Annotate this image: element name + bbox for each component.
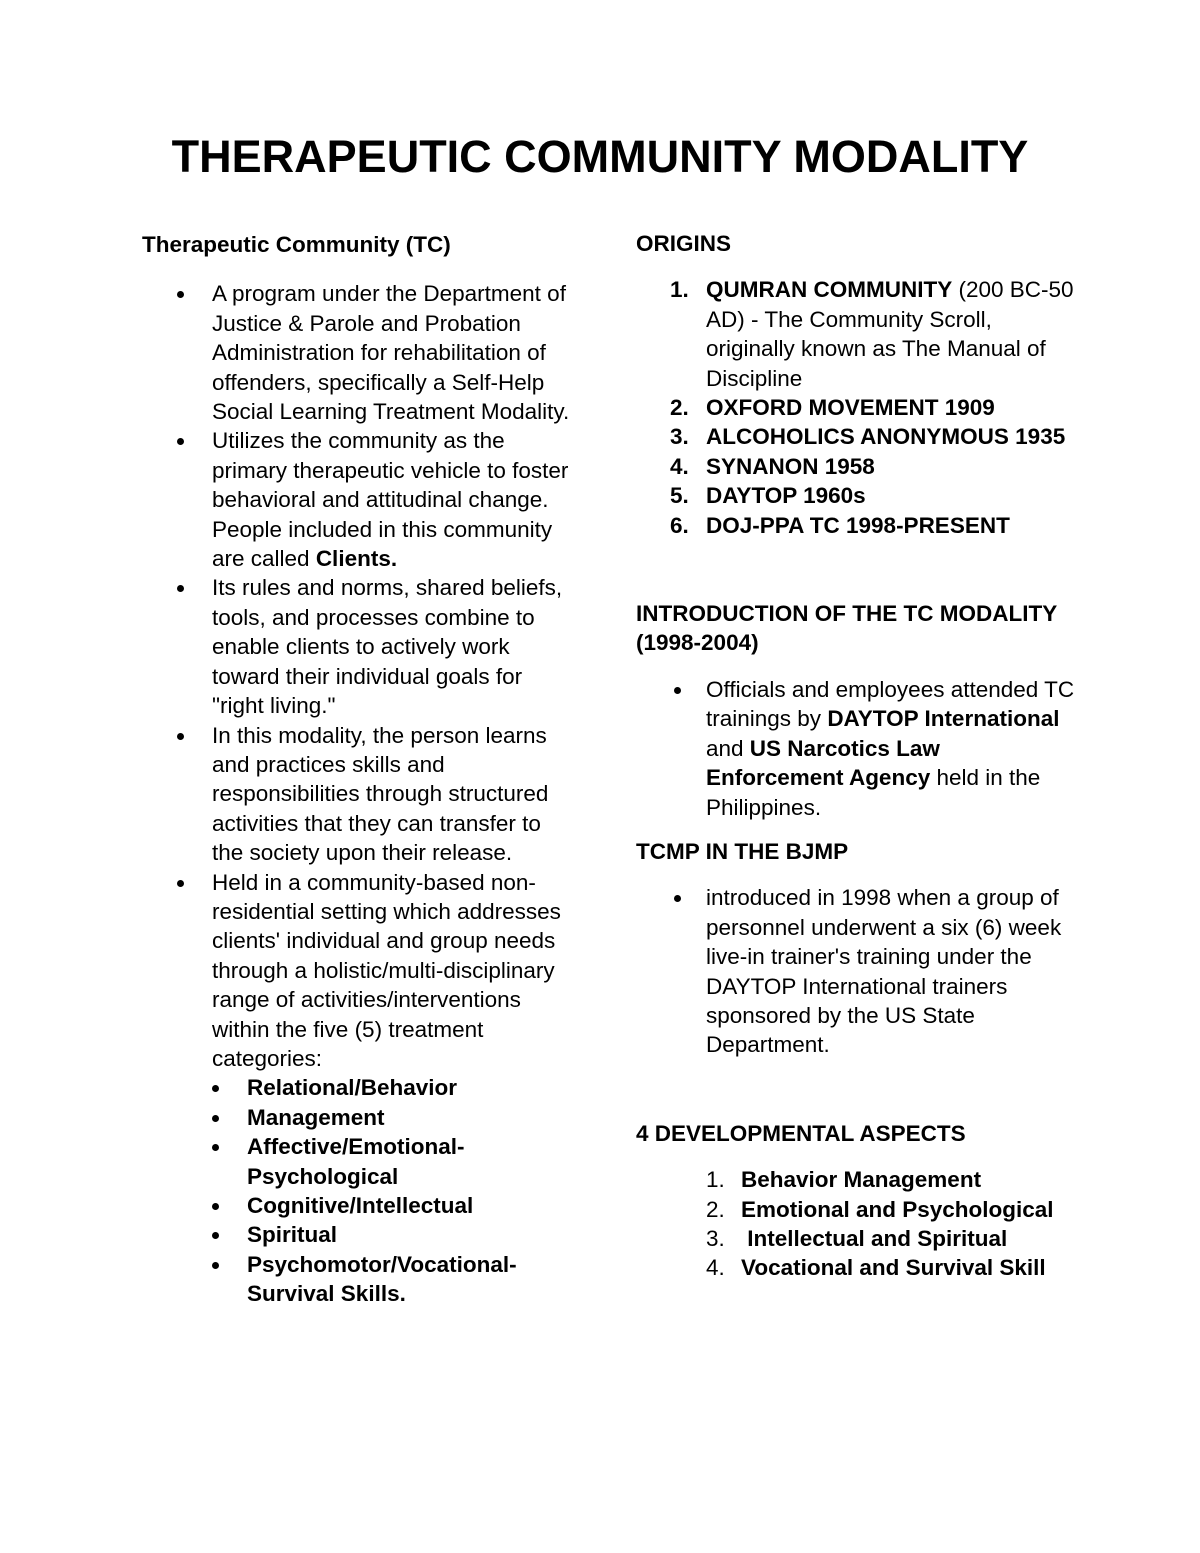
tc-bullet-3-text: Its rules and norms, shared beliefs, tools, and processes combine to enable clients to actively work toward their individual goals for "right living.": [212, 575, 563, 719]
list-number: 2.: [670, 395, 689, 421]
daytop-term: DAYTOP International: [827, 706, 1060, 732]
intro-text-2: and: [706, 735, 750, 761]
list-number: 1.: [706, 1167, 725, 1193]
tcmp-list: [636, 883, 1076, 1059]
origins-heading: ORIGINS: [636, 231, 732, 256]
list-number: 2.: [706, 1196, 725, 1222]
aspects-list: [636, 1165, 1076, 1283]
right-column: [636, 229, 1076, 1283]
list-number: 4.: [706, 1255, 725, 1281]
tc-bullet-4: [142, 721, 572, 868]
treatment-category-list: [212, 1073, 572, 1308]
left-column: [142, 230, 582, 1309]
tcmp-bullet: introduced in 1998 when a group of personnel underwent a six (6) week live-in trainer's training under the DAYTOP International trainers sponsored by the US State Department.: [636, 883, 1076, 1059]
aspect-item: [636, 1195, 1076, 1224]
aspect-item: [636, 1224, 1076, 1253]
aspect-item: [636, 1165, 1076, 1194]
origins-item: [636, 422, 1076, 451]
origins-item: [636, 393, 1076, 422]
aspect-label: Intellectual and Spiritual: [741, 1225, 1008, 1251]
introduction-bullet: [636, 675, 1076, 822]
list-number: 4.: [670, 453, 689, 479]
origin-name: QUMRAN COMMUNITY: [706, 277, 953, 303]
origin-name: DOJ-PPA TC 1998-PRESENT: [706, 512, 1010, 538]
list-number: 3.: [670, 424, 689, 450]
tc-bullet-5: [142, 868, 572, 1309]
tcmp-heading: TCMP IN THE BJMP: [636, 838, 849, 864]
origin-detail: (200 BC-50 AD) - The Community Scroll, originally known as The Manual of Discipline: [706, 277, 1074, 391]
origin-name: SYNANON 1958: [706, 453, 875, 479]
category-item: Spiritual: [212, 1220, 572, 1249]
tc-bullet-5-text: Held in a community-based non-residential setting which addresses clients' individual and group needs through a holistic/multi-disciplinary range of activities/interventions within the five (5) treatment categories:: [212, 869, 561, 1071]
tc-bullet-1-text: A program under the Department of Justice & Parole and Probation Administration for rehabilitation of offenders, specifically a Self-Help Social Learning Treatment Modality.: [212, 281, 570, 425]
origin-name: OXFORD MOVEMENT 1909: [706, 395, 995, 421]
tc-bullet-list: [142, 279, 572, 1308]
aspect-label: Behavior Management: [741, 1167, 982, 1193]
us-narcotics-term: US Narcotics Law Enforcement Agency: [706, 735, 940, 791]
introduction-list: [636, 675, 1076, 822]
origins-list: [636, 275, 1076, 540]
category-item: Management: [212, 1103, 572, 1132]
introduction-heading: INTRODUCTION OF THE TC MODALITY (1998-2004): [636, 601, 1057, 656]
document-title: THERAPEUTIC COMMUNITY MODALITY: [171, 131, 1029, 182]
category-item: Relational/Behavior: [212, 1073, 572, 1102]
aspect-item: [636, 1253, 1076, 1282]
list-number: 6.: [670, 512, 689, 538]
list-number: 3.: [706, 1225, 725, 1251]
aspect-label: Emotional and Psychological: [741, 1196, 1054, 1222]
clients-term: Clients.: [315, 546, 398, 572]
category-item: Affective/Emotional-Psychological: [212, 1132, 572, 1191]
tc-bullet-1: [142, 279, 572, 426]
tc-heading: Therapeutic Community (TC): [142, 232, 451, 257]
intro-text-3: held in the Philippines.: [706, 765, 1041, 820]
category-item: Psychomotor/Vocational-Survival Skills.: [212, 1250, 572, 1309]
origin-name: DAYTOP 1960s: [706, 483, 866, 509]
tc-bullet-2-text: Utilizes the community as the primary therapeutic vehicle to foster behavioral and attitudinal change. People included in this community are called: [212, 428, 569, 572]
tc-bullet-2: [142, 426, 572, 573]
list-number: 1.: [670, 277, 689, 303]
origins-item: [636, 511, 1076, 540]
aspects-heading: 4 DEVELOPMENTAL ASPECTS: [636, 1120, 966, 1146]
list-number: 5.: [670, 483, 689, 509]
origins-item: [636, 452, 1076, 481]
intro-text-1: Officials and employees attended TC trainings by: [706, 676, 1075, 732]
origin-name: ALCOHOLICS ANONYMOUS 1935: [706, 424, 1066, 450]
tc-bullet-3: [142, 573, 572, 720]
origins-item: [636, 481, 1076, 510]
tc-bullet-4-text: In this modality, the person learns and practices skills and responsibilities through structured activities that they can transfer to the society upon their release.: [212, 722, 549, 866]
origins-item: [636, 275, 1076, 393]
category-item: Cognitive/Intellectual: [212, 1191, 572, 1220]
aspect-label: Vocational and Survival Skill: [741, 1255, 1046, 1281]
